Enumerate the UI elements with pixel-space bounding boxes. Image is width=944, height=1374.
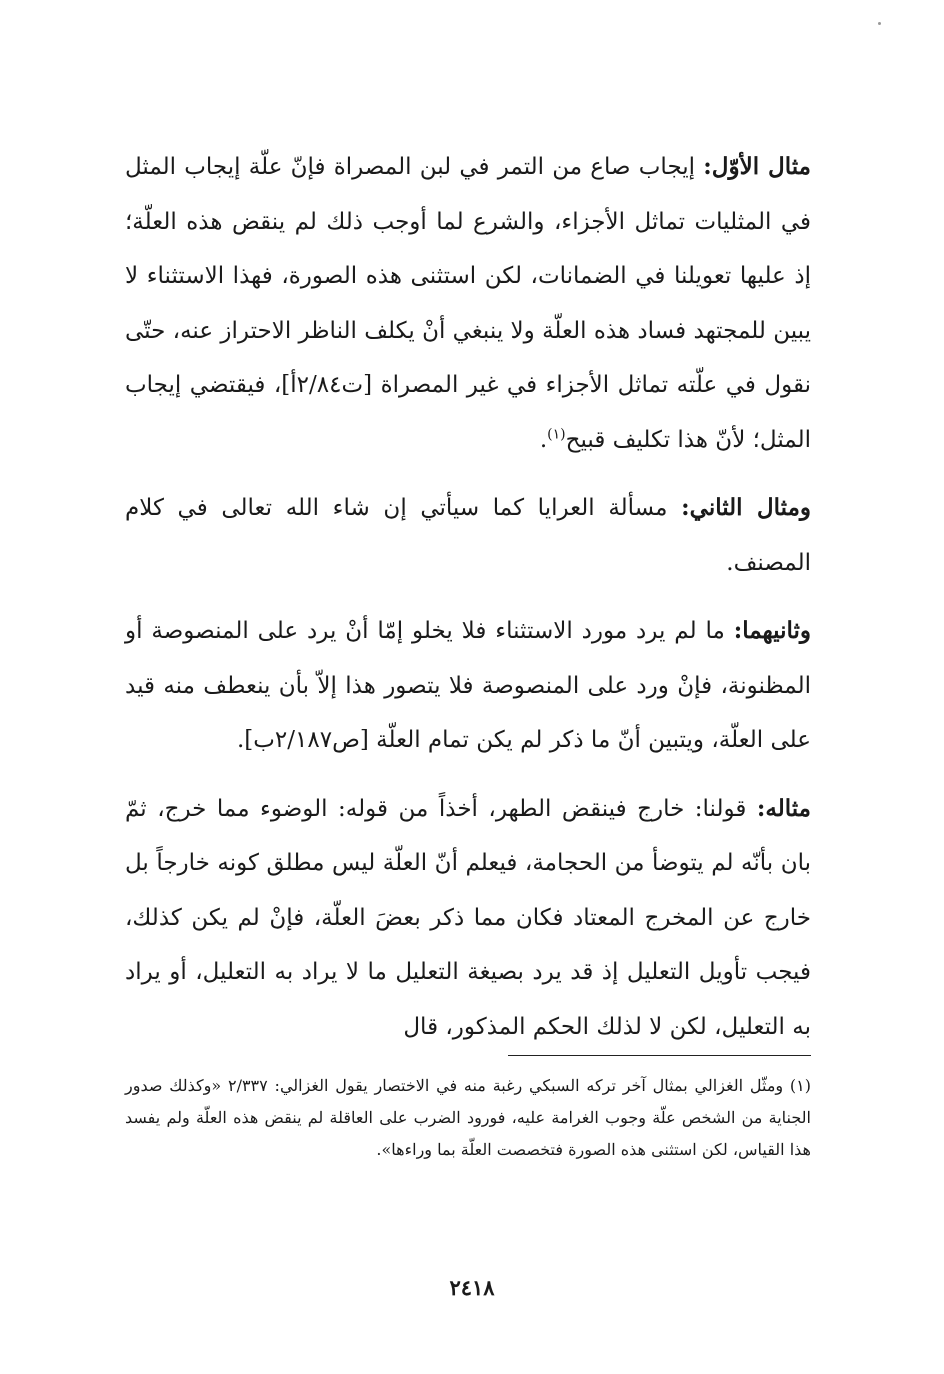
paragraph-body: ما لم يرد مورد الاستثناء فلا يخلو إمّا أنْ يرد على المنصوصة أو المظنونة، فإنْ ورد على المنصوصة فلا يتصور هذا إلاّ بأن ينعطف منه قيد على العلّة، ويتبين أنّ ما ذكر لم يكن تمام العلّة [ص٢/١٨٧ب]. <box>125 618 811 753</box>
paragraph-example <box>125 782 811 1055</box>
paragraph-lead: مثال الأوّل: <box>703 153 811 180</box>
paragraph-body: قولنا: خارج فينقض الطهر، أخذاً من قوله: الوضوء مما خرج، ثمّ بان بأنّه لم يتوضأ من الحجامة، فيعلم أنّ العلّة ليس مطلق كونه خارجاً بل خارج عن المخرج المعتاد فكان مما ذكر بعضَ العلّة، فإنْ لم يكن كذلك، فيجب تأويل التعليل إذ قد يرد بصيغة التعليل ما لا يراد به التعليل، أو يراد به التعليل، لكن لا لذلك الحكم المذكور، قال <box>125 795 811 1040</box>
main-text <box>125 140 811 1068</box>
footnote: (١) ومثّل الغزالي بمثال آخر تركه السبكي رغبة منه في الاختصار يقول الغزالي: ٢/٣٣٧ «وكذلك صدور الجناية من الشخص علّة وجوب الغرامة عليه، فورود الضرب على العاقلة لم ينقض هذه العلّة ولم يفسد هذا القياس، لكن استثنى هذه الصورة فتخصصت العلّة بما وراءها». <box>125 1076 812 1159</box>
paragraph-first-example <box>125 140 811 467</box>
page-number: ٢٤١٨ <box>449 1275 495 1300</box>
paragraph-lead: ومثال الثاني: <box>681 494 811 521</box>
paragraph-second-type <box>125 604 811 768</box>
footnote-reference[interactable]: (١) <box>547 425 566 442</box>
paragraph-body: مسألة العرايا كما سيأتي إن شاء الله تعالى في كلام المصنف. <box>125 495 811 576</box>
paragraph-second-example <box>125 481 811 590</box>
scan-speck <box>878 22 881 25</box>
paragraph-tail: . <box>539 426 548 453</box>
footnote-separator <box>508 1055 811 1056</box>
paragraph-lead: وثانيهما: <box>733 617 811 644</box>
paragraph-body: إيجاب صاع من التمر في لبن المصراة فإنّ علّة إيجاب المثل في المثليات تماثل الأجزاء، والشرع لما أوجب ذلك لم ينقض هذه العلّة؛ إذ عليها تعويلنا في الضمانات، لكن استثنى هذه الصورة، فهذا الاستثناء لا يبين للمجتهد فساد هذه العلّة ولا ينبغي أنْ يكلف الناظر الاحتراز عنه، حتّى نقول في علّته تماثل الأجزاء في غير المصراة [ت٢/٨٤أ]، فيقتضي إيجاب المثل؛ لأنّ هذا تكليف قبيح <box>125 154 811 453</box>
paragraph-lead: مثاله: <box>756 794 811 822</box>
